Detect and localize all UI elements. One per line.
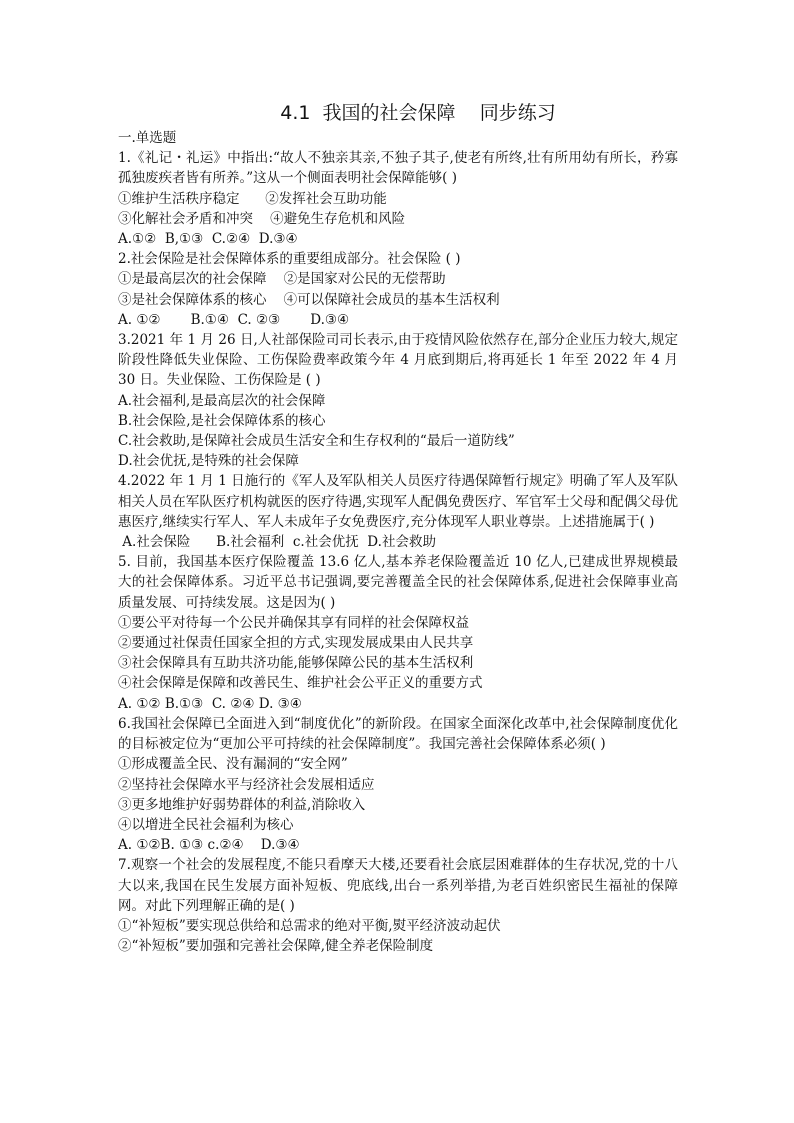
question-option: B.社会保险,是社会保障体系的核心 xyxy=(118,412,326,429)
section-heading: 一.单选题 xyxy=(118,130,177,146)
answer-choices: A. ①② B.①③ C. ②④ D. ③④ xyxy=(118,695,302,712)
question-option: ②坚持社会保障水平与经济社会发展相适应 xyxy=(118,776,375,793)
question-option: ②要通过社保责任国家全担的方式,实现发展成果由人民共享 xyxy=(118,635,474,652)
question-option: ②“补短板”要加强和完善社会保障,健全养老保险制度 xyxy=(118,938,434,955)
question-4 xyxy=(118,471,678,552)
question-option: D.社会优抚,是特殊的社会保障 xyxy=(118,453,299,470)
question-7 xyxy=(118,855,678,956)
question-3 xyxy=(118,330,678,471)
answer-choices: A.社会保险 B.社会福利 c.社会优抚 D.社会救助 xyxy=(118,534,436,551)
question-5 xyxy=(118,552,678,714)
question-stem: 7.观察一个社会的发展程度,不能只看摩天大楼,还要看社会底层困难群体的生存状况,党的十八大以来,我国在民生发展方面补短板、兜底线,出台一系列举措,为老百姓织密民生福祉的保障网。对此下列理解正确的是( ) xyxy=(118,857,678,914)
question-2 xyxy=(118,249,678,330)
question-stem: 2.社会保险是社会保障体系的重要组成部分。社会保险 ( ) xyxy=(118,251,461,268)
question-option: ③是社会保障体系的核心 ④可以保障社会成员的基本生活权利 xyxy=(118,291,500,308)
question-option: ④社会保障是保障和改善民生、维护社会公平正义的重要方式 xyxy=(118,675,483,692)
question-option: ③更多地维护好弱势群体的利益,消除收入 xyxy=(118,796,366,813)
question-option: ③化解社会矛盾和冲突 ④避免生存危机和风险 xyxy=(118,210,406,227)
answer-choices: A.①② B,①③ C.②④ D.③④ xyxy=(118,231,298,248)
question-option: ④以增进全民社会福利为核心 xyxy=(118,816,294,833)
question-6 xyxy=(118,714,678,855)
question-option: C.社会救助,是保障社会成员生活安全和生存权利的“最后一道防线” xyxy=(118,433,515,450)
question-1 xyxy=(118,148,678,249)
question-option: ③社会保障具有互助共济功能,能够保障公民的基本生活权利 xyxy=(118,655,474,672)
answer-choices: A. ①②B. ①③ c.②④ D.③④ xyxy=(118,837,300,854)
question-stem: 5. 目前，我国基本医疗保险覆盖 13.6 亿人,基本养老保险覆盖近 10 亿人,已建成世界规模最大的社会保障体系。习近平总书记强调,要完善覆盖全民的社会保障体系,促进社会保障事业高质量发展、可持续发展。这是因为( ) xyxy=(118,554,678,611)
question-option: ①“补短板”要实现总供给和总需求的绝对平衡,熨平经济波动起伏 xyxy=(118,917,501,934)
question-stem: 6.我国社会保障已全面进入到“制度优化”的新阶段。在国家全面深化改革中,社会保障制度优化的目标被定位为“更加公平可持续的社会保障制度”。我国完善社会保障体系必须( ) xyxy=(118,715,678,753)
answer-choices: A. ①② B.①④ C. ②③ D.③④ xyxy=(118,311,350,328)
question-option: ①维护生活秩序稳定 ②发挥社会互助功能 xyxy=(118,190,387,207)
question-option: A.社会福利,是最高层次的社会保障 xyxy=(118,392,326,409)
question-option: ①形成覆盖全民、没有漏洞的“安全网” xyxy=(118,756,348,773)
page-title: 4.1 我国的社会保障 同步练习 xyxy=(280,102,556,124)
question-stem: 3.2021 年 1 月 26 日,人社部保险司司长表示,由于疫情风险依然存在,部分企业压力较大,规定阶段性降低失业保险、工伤保险费率政策今年 4 月底到期后,将再延长 1 年至 2022 年 4 月 30 日。失业保险、工伤保险是 ( ) xyxy=(118,332,678,389)
question-stem: 4.2022 年 1 月 1 日施行的《军人及军队相关人员医疗待遇保障暂行规定》明确了军人及军队相关人员在军队医疗机构就医的医疗待遇,实现军人配偶免费医疗、军官军士父母和配偶父母优惠医疗,继续实行军人、军人未成年子女免费医疗,充分体现军人职业尊崇。上述措施属于( ) xyxy=(118,473,678,530)
question-stem: 1.《礼记・礼运》中指出:“故人不独亲其亲,不独子其子,使老有所终,壮有所用幼有所长，矜寡孤独废疾者皆有所养。”这从一个侧面表明社会保障能够( ) xyxy=(118,150,678,187)
question-option: ①要公平对待每一个公民并确保其享有同样的社会保障权益 xyxy=(118,614,469,631)
document-page xyxy=(118,100,678,956)
question-option: ①是最高层次的社会保障 ②是国家对公民的无偿帮助 xyxy=(118,271,446,288)
